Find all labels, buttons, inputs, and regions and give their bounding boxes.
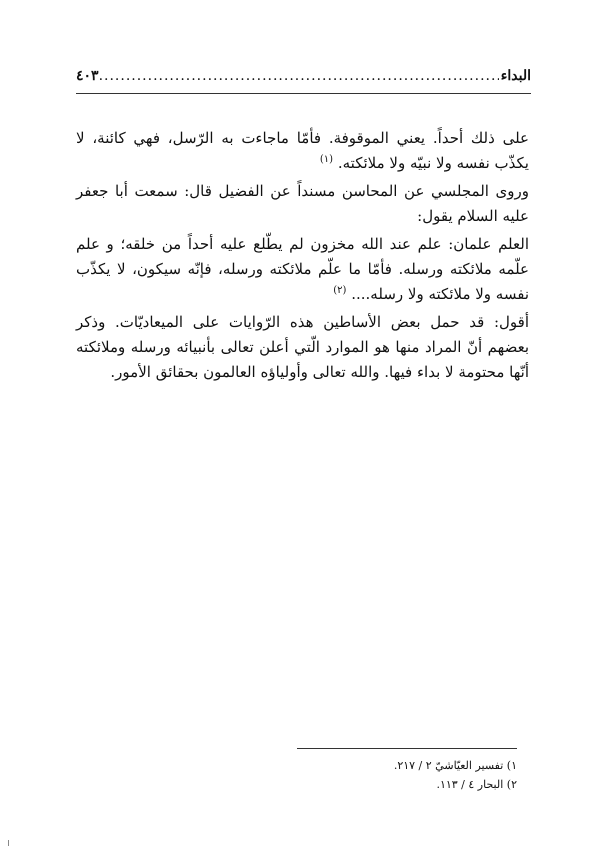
- footnote-item: ١) تفسير العيّاشيّ ٢ / ٢١٧.: [393, 759, 517, 772]
- leader-dots: [99, 68, 499, 84]
- footnote-rule: [297, 748, 517, 749]
- footnote-item: ٢) البحار ٤ / ١١٣.: [436, 778, 517, 791]
- header-rule: [76, 93, 531, 94]
- running-title: البداء: [500, 68, 531, 84]
- paragraph: [76, 310, 529, 385]
- page-header: [76, 68, 531, 90]
- footnote-marker: (٢): [333, 285, 347, 296]
- page-number: ٤٠٣: [76, 68, 99, 84]
- paragraph-text: على ذلك أحداً. يعني الموقوفة. فأمّا ماجاءت به الرّسل، فهي كائنة، لا يكذّب نفسه ولا نبيّه ولا ملائكته.: [76, 129, 529, 172]
- main-text: [76, 126, 529, 388]
- paragraph-text: العلم علمان: علم عند الله مخزون لم يطّلع عليه أحداً من خلقه؛ و علم علّمه ملائكته ورسله. فأمّا ما علّم ملائكته ورسله، فإنّه سيكون، لا يكذّب نفسه ولا ملائكته ولا رسله....: [76, 235, 529, 303]
- footnote-marker: (١): [319, 154, 334, 165]
- paragraph-text: أقول: قد حمل بعض الأساطين هذه الرّوايات على الميعاديّات. وذكر بعضهم أنّ المراد منها هو الموارد الّتي أعلن تعالى بأنبيائه ورسله وملائكته أنّها محتومة لا بداء فيها. والله تعالى وأولياؤه العالمون بحقائق الأمور.: [76, 313, 529, 381]
- paragraph-text: وروى المجلسي عن المحاسن مسنداً عن الفضيل قال: سمعت أبا جعفر عليه السلام يقول:: [76, 182, 529, 225]
- scan-mark: [8, 840, 9, 846]
- footnotes: [217, 756, 517, 794]
- paragraph: [76, 126, 529, 176]
- paragraph: [76, 179, 529, 229]
- paragraph: [76, 232, 529, 307]
